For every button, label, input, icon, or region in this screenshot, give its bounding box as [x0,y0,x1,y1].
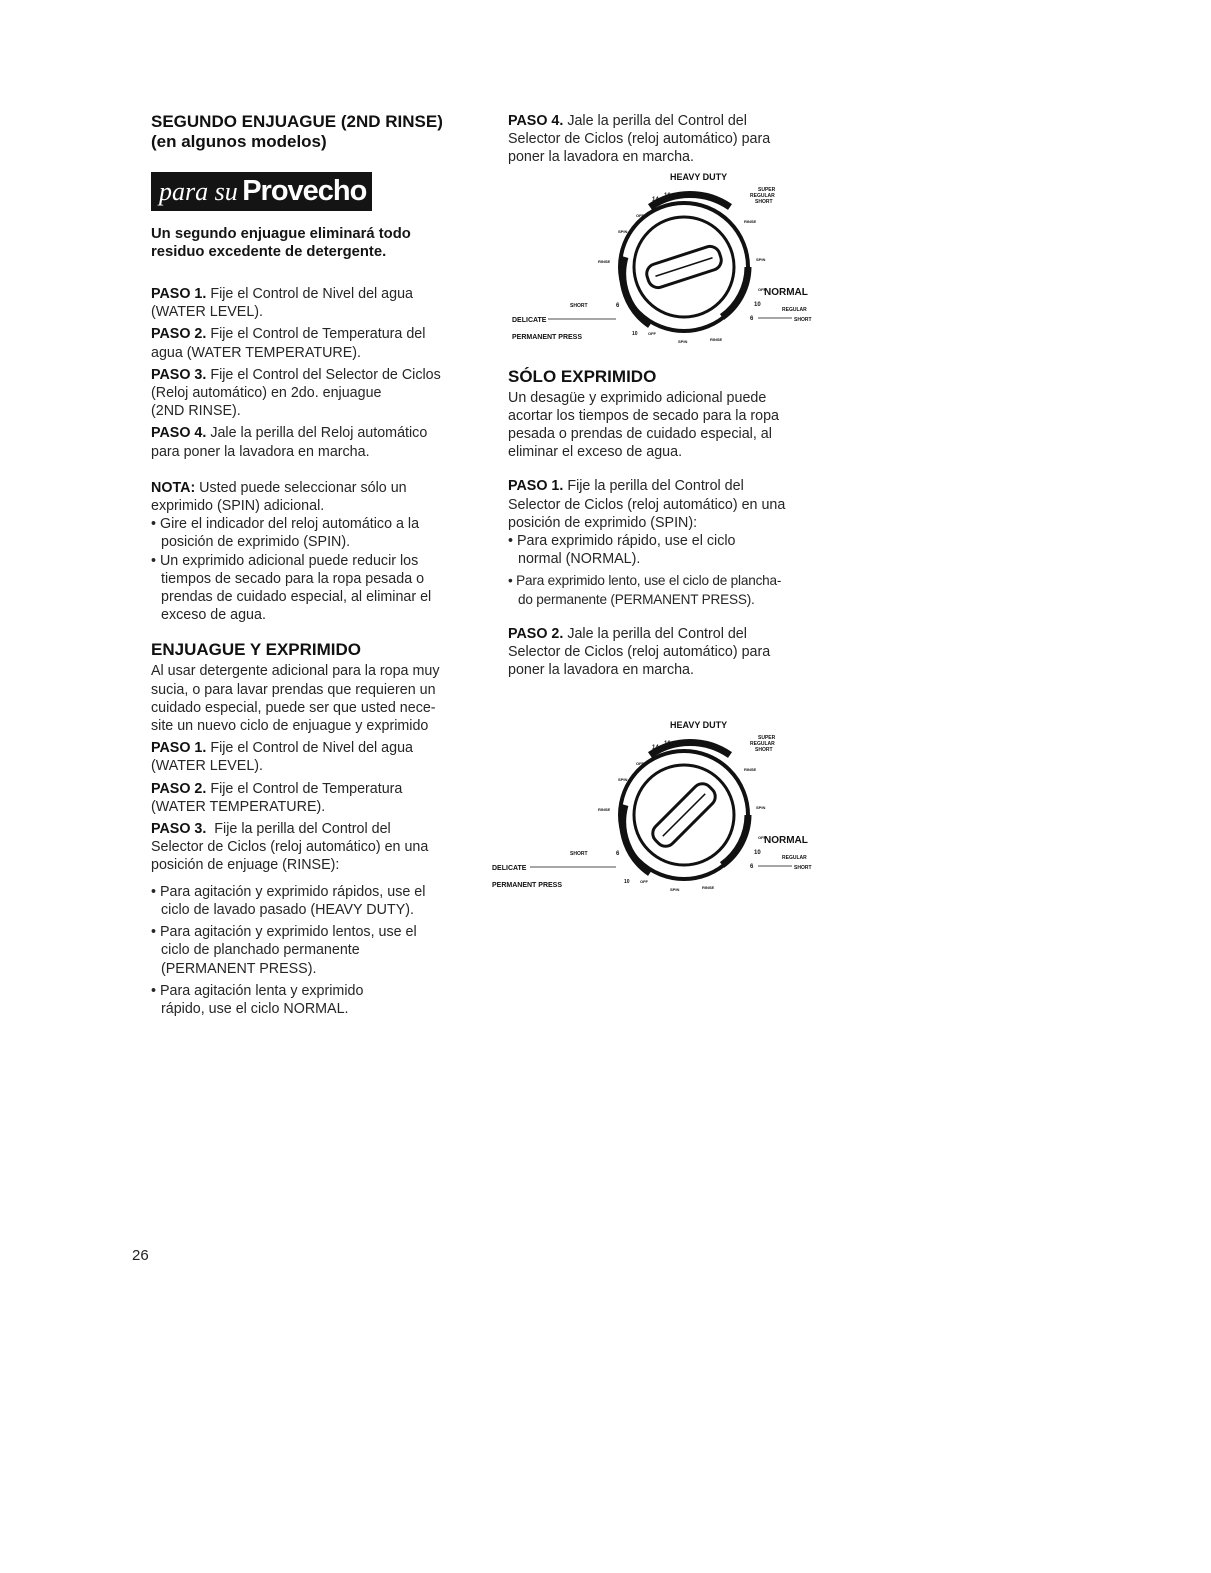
off-label: OFF [636,212,644,218]
off-bottom-label: OFF [648,330,656,336]
n10-bottom-label: 10 [624,879,630,886]
solo-exprimido-intro: Un desagüe y exprimido adicional puede acortar los tiempos de secado para la ropa pesada o prendas de cuidado especial, al eliminar el exceso de agua. [508,389,779,461]
n10-right-label: 10 [754,850,761,857]
short-top-label: SHORT [755,747,773,754]
n6-left-label: 6 [616,851,620,858]
cycle-selector-dial-diagram-2 [492,715,830,915]
regular-label: REGULAR [750,192,775,199]
n6-right-label: 6 [750,864,754,871]
rinse-label: RINSE [744,767,757,773]
off-label: OFF [636,761,644,767]
n14-label: 14 [652,196,659,203]
short-right-label: SHORT [794,316,812,323]
regular-right-label: REGULAR [782,855,807,862]
spin-label: SPIN [618,228,628,234]
super-label: SUPER [758,735,776,742]
permanent-press-label: PERMANENT PRESS [492,882,563,890]
s2-bullet-1: • Para agitación y exprimido rápidos, use el ciclo de lavado pasado (HEAVY DUTY). [151,883,426,918]
n14-label: 14 [652,745,659,752]
delicate-label: DELICATE [492,865,527,873]
rinse-bottom-label: RINSE [710,336,723,342]
note-bullet-2: • Un exprimido adicional puede reducir los tiempos de secado para la ropa pesada o prendas de cuidado especial, al eliminar el exceso de agua. [151,552,432,624]
note: NOTA: Usted puede seleccionar sólo un exprimido (SPIN) adicional. [151,479,407,515]
spin-bottom-label: SPIN [670,887,680,893]
s2-step-2: PASO 2. Fije el Control de Temperatura (WATER TEMPERATURE). [151,780,403,815]
short-left-label: SHORT [570,302,588,309]
s2-step-3: PASO 3. Fije la perilla del Control del Selector de Ciclos (reloj automático) en una posición de enjuage (RINSE): [151,821,429,874]
s2-step-1: PASO 1. Fije el Control de Nivel del agua (WATER LEVEL). [151,740,413,775]
delicate-label: DELICATE [512,316,547,324]
note-bullet-1: • Gire el indicador del reloj automático a la posición de exprimido (SPIN). [151,516,420,551]
off-right-label: OFF [758,835,766,841]
right-bullet-1: • Para exprimido rápido, use el ciclo normal (NORMAL). [508,533,736,568]
rinse-label: RINSE [744,218,757,224]
rinse-left-label: RINSE [598,258,611,264]
left-column [151,112,483,1018]
n6-label: 6 [684,741,688,748]
rinse-bottom-label: RINSE [702,885,715,891]
n10-label: 10 [664,741,671,748]
regular-right-label: REGULAR [782,306,807,313]
normal-label: NORMAL [764,835,808,847]
n6-left-label: 6 [616,302,620,309]
right-column [492,112,828,915]
rinse-left-label: RINSE [598,807,611,813]
spin-right-label: SPIN [756,256,766,262]
short-right-label: SHORT [794,865,812,872]
regular-label: REGULAR [750,741,775,748]
heavy-duty-label: HEAVY DUTY [670,171,728,182]
section2-intro: Al usar detergente adicional para la ropa muy sucia, o para lavar prendas que requieren un cuidado especial, puede ser que usted nece- site un nuevo ciclo de enjuague y exprimido [151,663,440,735]
para-su-provecho-badge: para su Provecho [151,172,372,211]
right-step-4: PASO 4. Jale la perilla del Control del Selector de Ciclos (reloj automático) para poner la lavadora en marcha. [508,113,771,166]
section-title-segundo-enjuague: SEGUNDO ENJUAGUE (2ND RINSE) (en algunos modelos) [151,112,443,151]
n6-label: 6 [684,192,688,199]
cycle-selector-dial-diagram-1 [500,167,830,367]
off-bottom-label: OFF [640,879,648,885]
tip-text: Un segundo enjuague eliminará todo residuo excedente de detergente. [151,226,411,260]
step-2: PASO 2. Fije el Control de Temperatura del agua (WATER TEMPERATURE). [151,326,426,361]
s2-bullet-2: • Para agitación y exprimido lentos, use el ciclo de planchado permanente (PERMANENT PRESS). [151,924,417,977]
right-step-1: PASO 1. Fije la perilla del Control del Selector de Ciclos (reloj automático) en una posición de exprimido (SPIN): [508,478,786,531]
spin-right-label: SPIN [756,805,766,811]
step-4: PASO 4. Jale la perilla del Reloj automático para poner la lavadora en marcha. [151,425,428,460]
n10-right-label: 10 [754,301,761,308]
heavy-duty-label: HEAVY DUTY [670,720,728,731]
normal-label: NORMAL [764,286,808,298]
spin-label: SPIN [618,777,628,783]
step-1: PASO 1. Fije el Control de Nivel del agua (WATER LEVEL). [151,286,413,321]
spin-bottom-label: SPIN [678,338,688,344]
n10-bottom-label: 10 [632,330,638,337]
right-step-2: PASO 2. Jale la perilla del Control del Selector de Ciclos (reloj automático) para poner la lavadora en marcha. [508,625,771,679]
short-top-label: SHORT [755,198,773,205]
off-right-label: OFF [758,286,766,292]
s2-bullet-3: • Para agitación lenta y exprimido rápido, use el ciclo NORMAL. [151,982,364,1017]
step-3: PASO 3. Fije el Control del Selector de Ciclos (Reloj automático) en 2do. enjuague (2ND RINSE). [151,366,441,420]
short-left-label: SHORT [570,851,588,858]
permanent-press-label: PERMANENT PRESS [512,333,583,341]
right-bullet-2: • Para exprimido lento, use el ciclo de plancha- do permanente (PERMANENT PRESS). [508,573,782,607]
super-label: SUPER [758,186,776,193]
n10-label: 10 [664,192,671,199]
page-number: 26 [132,1247,149,1264]
section-title-solo-exprimido: SÓLO EXPRIMIDO [508,366,657,386]
n6-right-label: 6 [750,315,754,322]
section-title-enjuague-exprimido: ENJUAGUE Y EXPRIMIDO [151,640,362,660]
